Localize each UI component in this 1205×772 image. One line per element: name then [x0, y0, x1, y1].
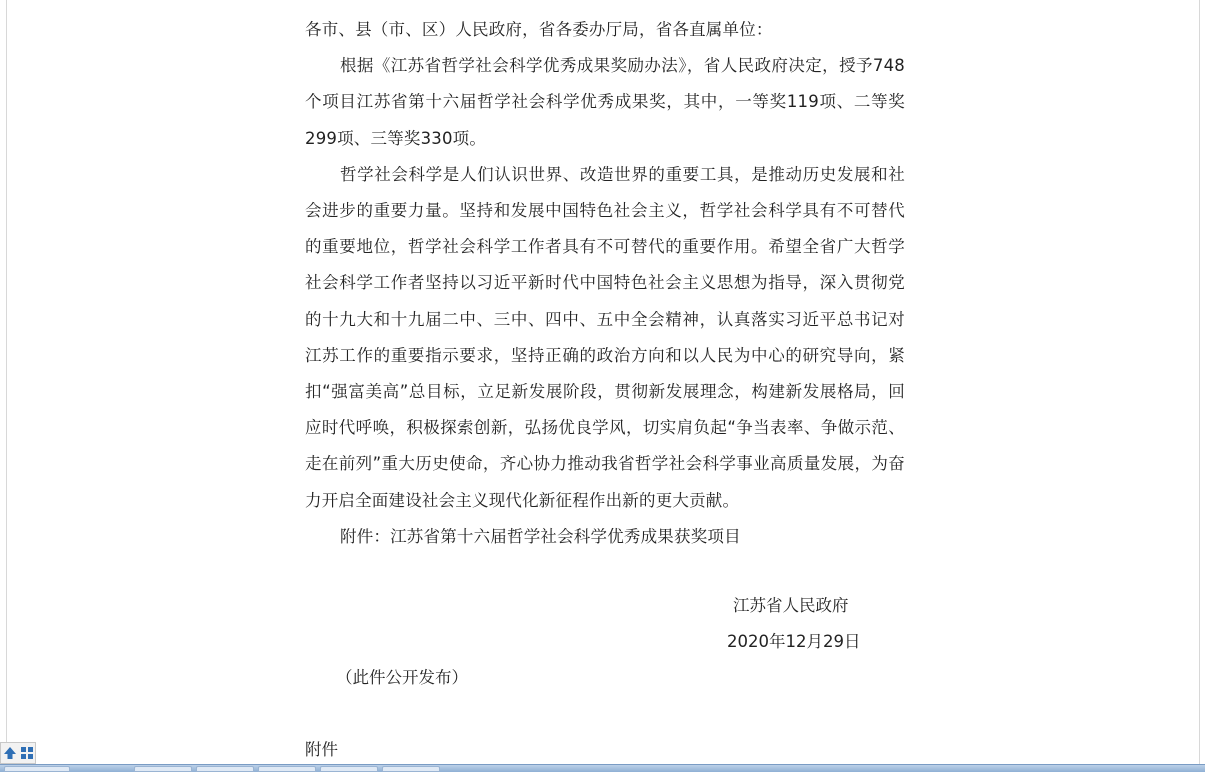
signature-organization: 江苏省人民政府: [733, 596, 849, 615]
grid-icon[interactable]: [19, 745, 35, 761]
taskbar-item[interactable]: [4, 766, 70, 772]
paragraph-decision: 根据《江苏省哲学社会科学优秀成果奖励办法》，省人民政府决定，授予748个项目江苏省第十六届哲学社会科学优秀成果奖，其中，一等奖119项、二等奖299项、三等奖330项。: [305, 56, 905, 148]
taskbar-item[interactable]: [134, 766, 192, 772]
taskbar-item[interactable]: [258, 766, 316, 772]
taskbar-item[interactable]: [382, 766, 440, 772]
salutation: 各市、县（市、区）人民政府，省各委办厅局，省各直属单位：: [305, 20, 773, 39]
side-toolbar: [0, 742, 36, 764]
arrow-up-icon[interactable]: [2, 745, 18, 761]
attachment-heading: 附件: [305, 740, 338, 759]
paragraph-attachment-note: 附件：江苏省第十六届哲学社会科学优秀成果获奖项目: [340, 526, 741, 546]
document-body: [305, 12, 905, 555]
page-left-border: [6, 0, 7, 745]
signature-date: 2020年12月29日: [727, 632, 861, 651]
page-right-border: [1199, 0, 1200, 771]
paragraph-expectation: 哲学社会科学是人们认识世界、改造世界的重要工具，是推动历史发展和社会进步的重要力量。坚持和发展中国特色社会主义，哲学社会科学具有不可替代的重要地位，哲学社会科学工作者具有不可替代的重要作用。希望全省广大哲学社会科学工作者坚持以习近平新时代中国特色社会主义思想为指导，深入贯彻党的十九大和十九届二中、三中、四中、五中全会精神，认真落实习近平总书记对江苏工作的重要指示要求，坚持正确的政治方向和以人民为中心的研究导向，紧扣“强富美高”总目标，立足新发展阶段，贯彻新发展理念，构建新发展格局，回应时代呼唤，积极探索创新，弘扬优良学风，切实肩负起“争当表率、争做示范、走在前列”重大历史使命，齐心协力推动我省哲学社会科学事业高质量发展，为奋力开启全面建设社会主义现代化新征程作出新的更大贡献。: [305, 164, 905, 510]
taskbar-item[interactable]: [320, 766, 378, 772]
public-release-note: （此件公开发布）: [336, 668, 468, 687]
taskbar-item[interactable]: [196, 766, 254, 772]
